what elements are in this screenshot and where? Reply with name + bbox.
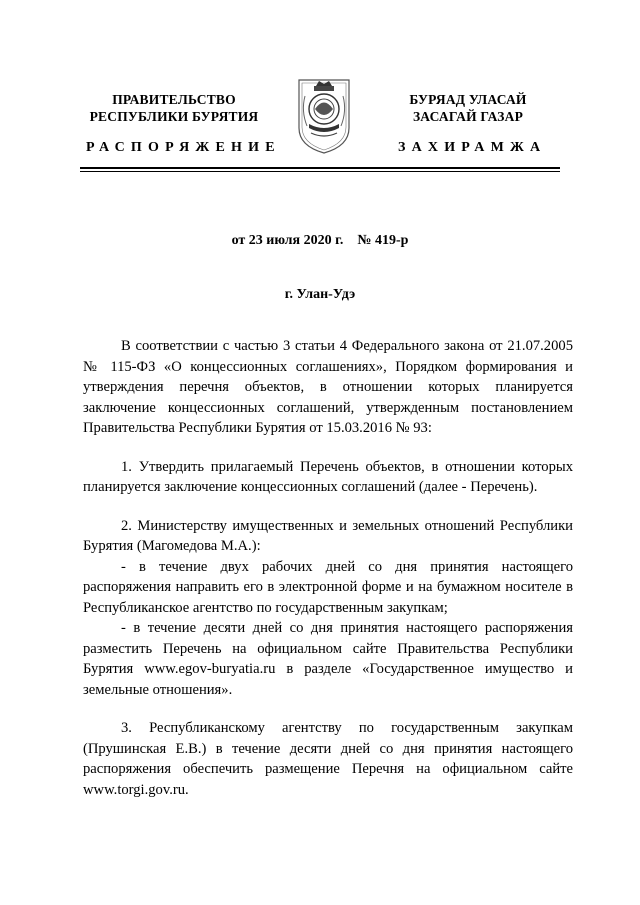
header-divider-thin	[80, 171, 560, 172]
item-2-intro-paragraph: 2. Министерству имущественных и земельных отношений Республики Бурятия (Магомедова М.А.):	[83, 517, 573, 554]
document-date-number: от 23 июля 2020 г. № 419-р	[231, 233, 409, 248]
header-right-line2: ЗАСАГАЙ ГАЗАР	[412, 109, 524, 124]
doc-type-right: ЗАХИРАМЖА	[398, 140, 547, 155]
buryatia-coat-of-arms-icon	[295, 76, 353, 156]
item-2-bullet-2: - в течение десяти дней со дня принятия настоящего распоряжения разместить Перечень на официальном сайте Правительства Республики Бурятия www.egov-buryatia.ru в разделе «Государственное имущество и земельные отношения».	[83, 620, 573, 698]
header-divider-thick	[80, 167, 560, 169]
header-left-line2: РЕСПУБЛИКИ БУРЯТИЯ	[89, 109, 259, 124]
document-body	[83, 336, 573, 800]
item-2-bullet-1: - в течение двух рабочих дней со дня принятия настоящего распоряжения направить его в электронной форме и на бумажном носителе в Республиканское агентство по государственным закупкам;	[83, 558, 573, 616]
item-3-paragraph: 3. Республиканскому агентству по государственным закупкам (Прушинская Е.В.) в течение десяти дней со дня принятия настоящего распоряжения обеспечить размещение Перечня на официальном сайте www.torgi.gov.ru.	[83, 720, 573, 798]
document-place: г. Улан-Удэ	[284, 287, 356, 302]
doc-type-left: РАСПОРЯЖЕНИЕ	[86, 140, 281, 155]
header-left-block	[64, 91, 284, 125]
item-1-paragraph: 1. Утвердить прилагаемый Перечень объектов, в отношении которых планируется заключение концессионных соглашений (далее - Перечень).	[83, 458, 573, 495]
header-right-line1: БУРЯАД УЛАСАЙ	[409, 92, 527, 107]
header-right-block	[358, 91, 578, 125]
header-left-line1: ПРАВИТЕЛЬСТВО	[112, 92, 236, 107]
preamble-paragraph: В соответствии с частью 3 статьи 4 Федерального закона от 21.07.2005 № 115-ФЗ «О концессионных соглашениях», Порядком формирования и утверждения перечня объектов, в отношении которых планируется заключение концессионных соглашений, утвержденным постановлением Правительства Республики Бурятия от 15.03.2016 № 93:	[83, 338, 573, 436]
